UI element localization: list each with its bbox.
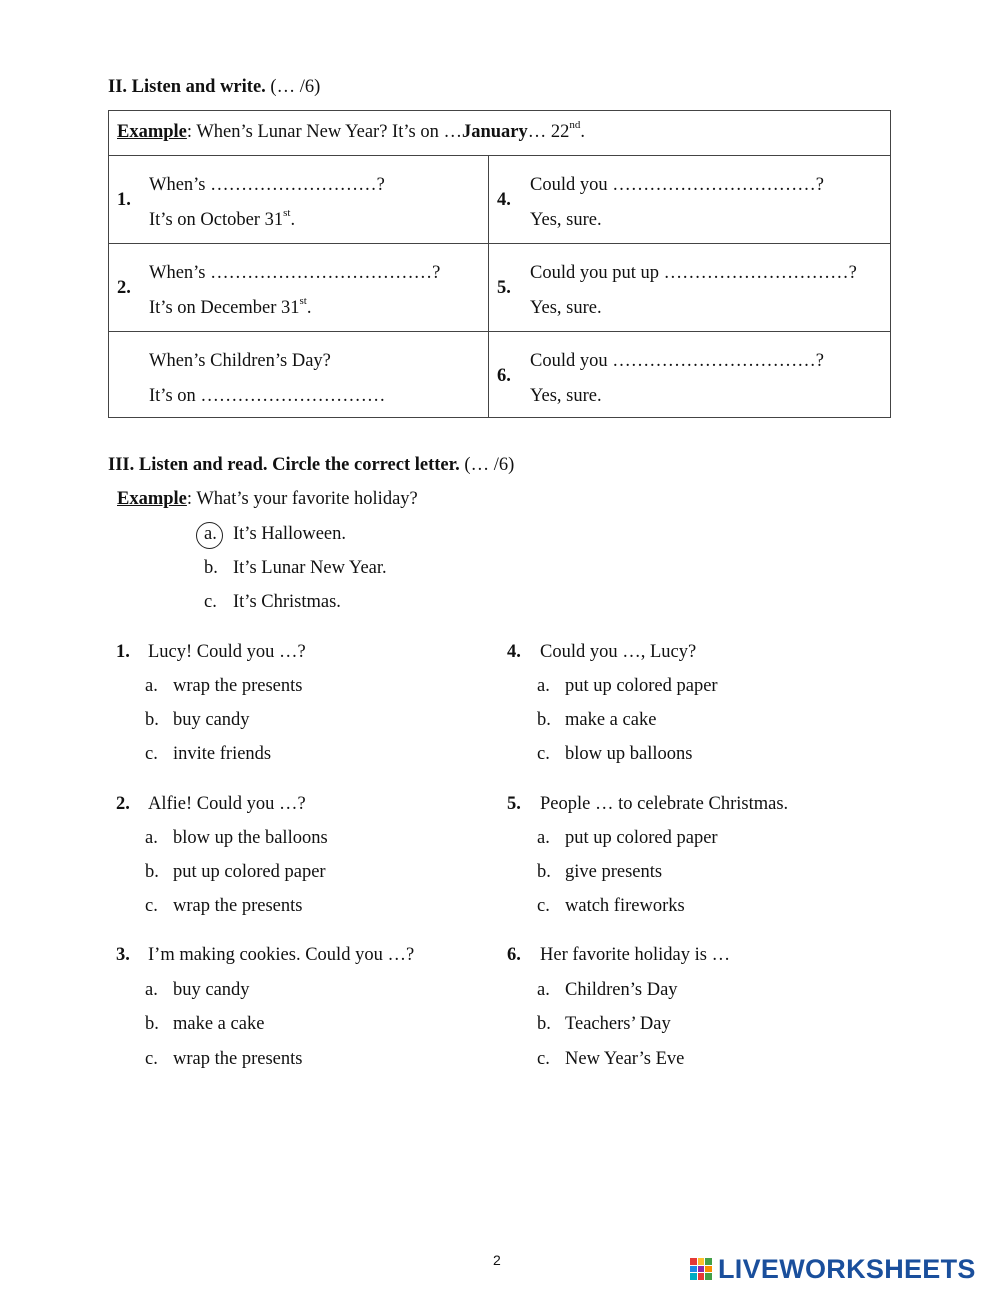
item-question[interactable]: Could you ……………………………? bbox=[530, 175, 824, 195]
option-letter[interactable]: a. bbox=[537, 676, 550, 696]
option-text[interactable]: New Year’s Eve bbox=[565, 1049, 685, 1069]
option-letter[interactable]: b. bbox=[145, 862, 159, 882]
liveworksheets-logo[interactable] bbox=[690, 1254, 976, 1284]
option-text[interactable]: wrap the presents bbox=[173, 676, 303, 696]
option-letter[interactable]: a. bbox=[145, 828, 158, 848]
option-letter[interactable]: a. bbox=[145, 980, 158, 1000]
option-letter[interactable]: a. bbox=[537, 828, 550, 848]
question-text: Could you …, Lucy? bbox=[540, 642, 697, 662]
option-letter[interactable]: b. bbox=[537, 710, 551, 730]
logo-blocks-icon bbox=[690, 1258, 712, 1280]
question-number: 2. bbox=[116, 794, 130, 814]
option-text: It’s Halloween. bbox=[233, 524, 347, 544]
option-text[interactable]: put up colored paper bbox=[565, 828, 718, 848]
section-2-heading: II. Listen and write. (… /6) bbox=[108, 77, 321, 97]
question-number: 1. bbox=[116, 642, 130, 662]
item-answer: Yes, sure. bbox=[530, 210, 602, 230]
option-letter[interactable]: c. bbox=[537, 1049, 550, 1069]
item-question[interactable]: Could you ……………………………? bbox=[530, 351, 824, 371]
item-number: 4. bbox=[497, 190, 511, 210]
logo-text: LIVEWORKSHEETS bbox=[718, 1253, 976, 1284]
option-text[interactable]: make a cake bbox=[565, 710, 657, 730]
item-number: 1. bbox=[117, 190, 131, 210]
option-text[interactable]: Teachers’ Day bbox=[565, 1014, 671, 1034]
table-divider bbox=[109, 331, 890, 332]
question-number: 5. bbox=[507, 794, 521, 814]
item-number: 6. bbox=[497, 366, 511, 386]
question-text: People … to celebrate Christmas. bbox=[540, 794, 789, 814]
question-number: 3. bbox=[116, 945, 130, 965]
question-text: Alfie! Could you …? bbox=[148, 794, 306, 814]
option-letter: b. bbox=[204, 558, 218, 578]
option-letter[interactable]: c. bbox=[145, 896, 158, 916]
example-row: Example: When’s Lunar New Year? It’s on …January… 22nd. bbox=[117, 118, 585, 142]
option-letter[interactable]: a. bbox=[537, 980, 550, 1000]
question-number: 4. bbox=[507, 642, 521, 662]
item-answer: Yes, sure. bbox=[530, 386, 602, 406]
option-text[interactable]: make a cake bbox=[173, 1014, 265, 1034]
option-letter[interactable]: b. bbox=[145, 710, 159, 730]
item-question: When’s Children’s Day? bbox=[149, 351, 331, 371]
option-text[interactable]: put up colored paper bbox=[565, 676, 718, 696]
option-letter[interactable]: b. bbox=[537, 1014, 551, 1034]
option-letter: a. bbox=[204, 524, 217, 544]
option-text[interactable]: blow up the balloons bbox=[173, 828, 328, 848]
option-text[interactable]: buy candy bbox=[173, 980, 250, 1000]
option-letter[interactable]: c. bbox=[145, 1049, 158, 1069]
question-text: Her favorite holiday is … bbox=[540, 945, 731, 965]
option-letter[interactable]: b. bbox=[145, 1014, 159, 1034]
option-text: It’s Lunar New Year. bbox=[233, 558, 387, 578]
option-letter[interactable]: a. bbox=[145, 676, 158, 696]
option-text[interactable]: wrap the presents bbox=[173, 1049, 303, 1069]
option-text[interactable]: put up colored paper bbox=[173, 862, 326, 882]
item-question[interactable]: Could you put up …………………………? bbox=[530, 263, 857, 283]
question-text: I’m making cookies. Could you …? bbox=[148, 945, 415, 965]
example-question: Example: What’s your favorite holiday? bbox=[117, 489, 418, 509]
item-answer[interactable]: It’s on ………………………… bbox=[149, 386, 386, 406]
option-letter[interactable]: b. bbox=[537, 862, 551, 882]
option-letter: c. bbox=[204, 592, 217, 612]
option-text[interactable]: blow up balloons bbox=[565, 744, 693, 764]
section-3-heading: III. Listen and read. Circle the correct letter. (… /6) bbox=[108, 455, 515, 475]
listen-write-table bbox=[108, 110, 891, 418]
item-number: 2. bbox=[117, 278, 131, 298]
question-text: Lucy! Could you …? bbox=[148, 642, 306, 662]
option-text[interactable]: buy candy bbox=[173, 710, 250, 730]
page-number: 2 bbox=[493, 1252, 501, 1268]
table-divider bbox=[109, 243, 890, 244]
option-letter[interactable]: c. bbox=[537, 896, 550, 916]
option-text[interactable]: watch fireworks bbox=[565, 896, 685, 916]
item-answer: It’s on December 31st. bbox=[149, 294, 312, 318]
table-divider bbox=[109, 155, 890, 156]
item-question[interactable]: When’s ………………………………? bbox=[149, 263, 441, 283]
option-letter[interactable]: c. bbox=[145, 744, 158, 764]
option-text[interactable]: invite friends bbox=[173, 744, 272, 764]
option-letter[interactable]: c. bbox=[537, 744, 550, 764]
option-text[interactable]: give presents bbox=[565, 862, 663, 882]
item-number: 5. bbox=[497, 278, 511, 298]
item-answer: It’s on October 31st. bbox=[149, 206, 296, 230]
option-text[interactable]: wrap the presents bbox=[173, 896, 303, 916]
option-text[interactable]: Children’s Day bbox=[565, 980, 678, 1000]
item-answer: Yes, sure. bbox=[530, 298, 602, 318]
item-question[interactable]: When’s ………………………? bbox=[149, 175, 385, 195]
question-number: 6. bbox=[507, 945, 521, 965]
option-text: It’s Christmas. bbox=[233, 592, 341, 612]
table-column-divider bbox=[488, 155, 489, 418]
